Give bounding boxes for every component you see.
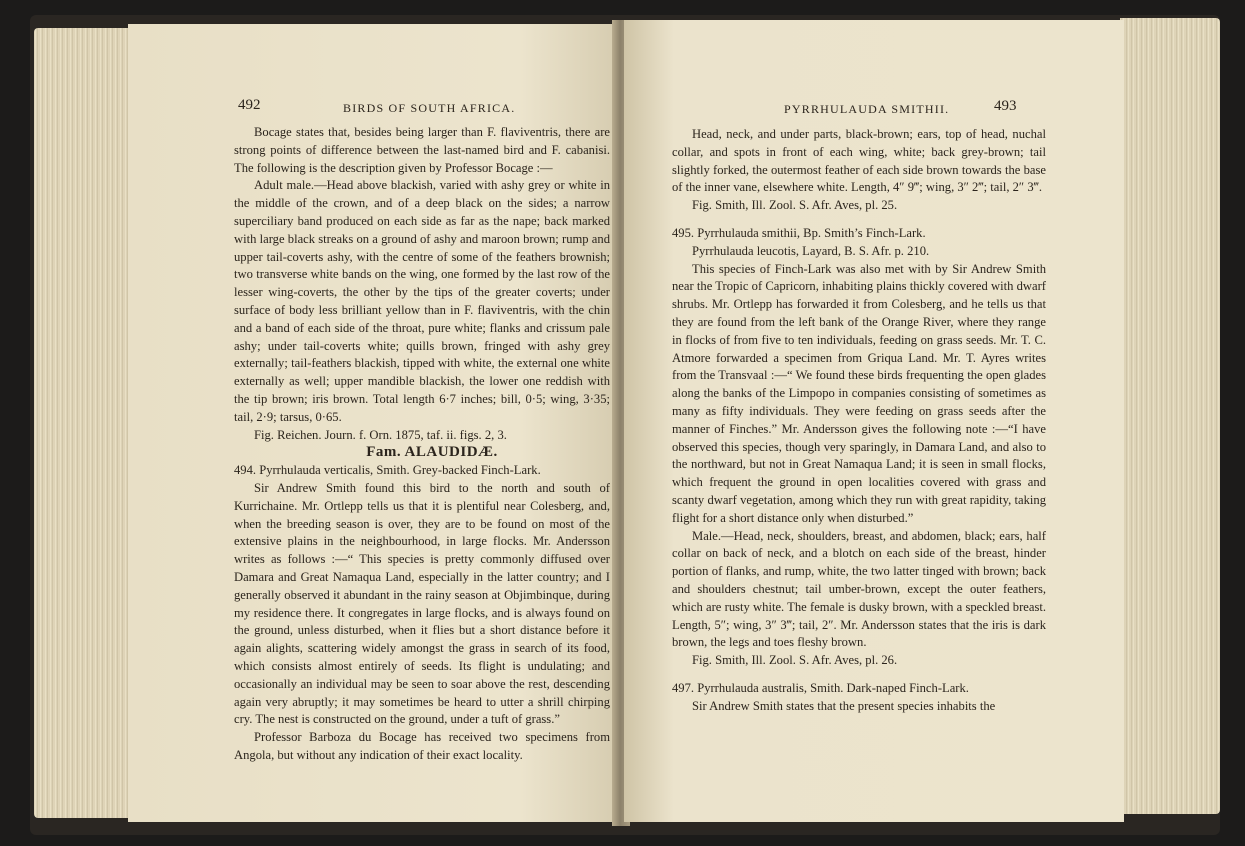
page-number-right: 493 bbox=[994, 98, 1017, 114]
paragraph: Fig. Reichen. Journ. f. Orn. 1875, taf. ii. figs. 2, 3. bbox=[254, 427, 507, 442]
paragraph: Bocage states that, besides being larger than F. flaviventris, there are strong points of difference between the last-named bird and F. cabanisi. The following is the description given by Professor Bocage :— bbox=[234, 125, 610, 175]
paragraph: Fig. Smith, Ill. Zool. S. Afr. Aves, pl. 25. bbox=[692, 198, 898, 213]
paragraph: Male.—Head, neck, shoulders, breast, and abdomen, black; ears, half collar on back of neck, and a blotch on each side of the breast, hinder portion of flanks, and rump, white, the two latter tinged with brown; back and shoulders chestnut; tail umber-brown, except the outer feathers, which are rusty white. The female is dusky brown, with a speckled breast. Length, 5″; wing, 3″ 3‴; tail, 2″. Mr. Andersson states that the iris is dark brown, the legs and toes fleshy brown. bbox=[672, 528, 1046, 650]
species-heading: 495. Pyrrhulauda smithii, Bp. Smith’s Finch-Lark. bbox=[672, 225, 926, 240]
paragraph: Sir Andrew Smith states that the present species inhabits the bbox=[692, 698, 996, 713]
family-heading: Fam. ALAUDIDÆ. bbox=[366, 444, 498, 461]
synonym-line: Pyrrhulauda leucotis, Layard, B. S. Afr. p. 210. bbox=[692, 243, 930, 258]
right-page bbox=[624, 20, 1124, 822]
left-page-text bbox=[234, 124, 610, 765]
left-page bbox=[128, 24, 618, 822]
page-number-left: 492 bbox=[238, 97, 261, 113]
right-page-text bbox=[672, 126, 1046, 716]
paragraph: This species of Finch-Lark was also met with by Sir Andrew Smith near the Tropic of Capricorn, inhabiting plains thickly covered with dwarf shrubs. Mr. Ortlepp has forwarded it from Colesberg, and he tells us that they are found from the left bank of the Orange River, where they range in flocks of from five to ten individuals, feeding on grass seeds. Mr. T. C. Atmore forwarded a specimen from Griqua Land. Mr. T. Ayres writes from the Transvaal :—“ We found these birds frequenting the open glades along the banks of the Limpopo in companies consisting of sometimes as many as fifty individuals. They were feeding on grass seeds after the manner of Finches.” Mr. Andersson gives the following note :—“I have observed this species, though very sparingly, in Damara Land, and also to the northward, but not in Great Namaqua Land; it is seen in small flocks, which frequent the ground in open localities covered with grass and scanty dwarf vegetation, among which they run with great rapidity, taking flight for a short distance only when disturbed.” bbox=[672, 261, 1046, 525]
paragraph: Professor Barboza du Bocage has received two specimens from Angola, but without any indication of their exact locality. bbox=[234, 730, 610, 762]
page-edges-right bbox=[1120, 18, 1220, 814]
running-head-right: PYRRHULAUDA SMITHII. bbox=[784, 102, 950, 116]
species-heading: 497. Pyrrhulauda australis, Smith. Dark-naped Finch-Lark. bbox=[672, 680, 969, 695]
paragraph: Adult male.—Head above blackish, varied with ashy grey or white in the middle of the crown, and of a deep black on the sides; a narrow superciliary band produced on each side as far as the nape; back marked with large black streaks on a ground of ashy and maroon brown; rump and upper tail-coverts ashy, with the centre of some of the feathers brownish; two transverse white bands on the wing, one formed by the last row of the lesser wing-coverts, the other by the tips of the greater coverts; under surface of body less brilliant yellow than in F. flaviventris, with the chin and a band of each side of the throat, pure white; flanks and crissum pale ashy; under tail-coverts white; quills brown, fringed with ashy grey externally; tail-feathers blackish, tipped with white, the external one white externally as well; upper mandible blackish, the lower one reddish with the tip brown; iris brown. Total length 6·7 inches; bill, 0·5; wing, 3·35; tail, 2·9; tarsus, 0·65. bbox=[234, 178, 610, 424]
page-edges-left bbox=[34, 28, 134, 818]
running-head-left: BIRDS OF SOUTH AFRICA. bbox=[343, 101, 516, 115]
species-heading: 494. Pyrrhulauda verticalis, Smith. Grey-backed Finch-Lark. bbox=[234, 463, 541, 478]
paragraph: Fig. Smith, Ill. Zool. S. Afr. Aves, pl. 26. bbox=[692, 653, 898, 668]
paragraph: Sir Andrew Smith found this bird to the north and south of Kurrichaine. Mr. Ortlepp tells us that it is plentiful near Colesberg, and, when the breeding season is over, they are to be found on most of the extensive plains in the neighbourhood, in large flocks. Mr. Andersson writes as follows :—“ This species is pretty commonly diffused over Damara and Great Namaqua Land, especially in the latter country; and I generally observed it abundant in the rainy season at Objimbinque, during my residence there. It congregates in large flocks, and is always found on the ground, unless disturbed, when it flies but a short distance before it again alights, scattering widely amongst the grass in search of its food, which consists almost entirely of seeds. Its flight is undulating; and occasionally an individual may be seen to soar above the rest, descending again very abruptly; it may sometimes be heard to utter a shrill chirping cry. The nest is constructed on the ground, under a tuft of grass.” bbox=[234, 480, 610, 727]
paragraph: Head, neck, and under parts, black-brown; ears, top of head, nuchal collar, and spots in front of each wing, white; back grey-brown; tail slightly forked, the outermost feather of each side brown towards the base of the inner vane, elsewhere white. Length, 4″ 9‴; wing, 3″ 2‴; tail, 2″ 3‴. bbox=[672, 127, 1046, 195]
